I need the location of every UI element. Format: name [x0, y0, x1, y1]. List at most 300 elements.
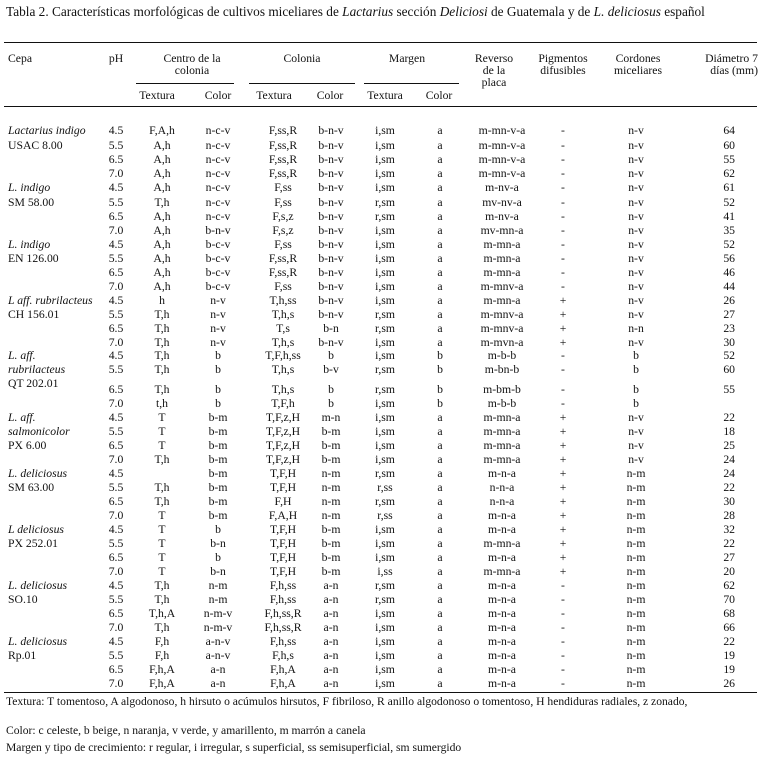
cell-mt: r,sm [375, 322, 395, 335]
cell-pig: + [559, 439, 567, 452]
cell-colt: T,F,z,H [265, 453, 301, 466]
cell-cor: n-v [628, 411, 644, 424]
cell-ph: 7.0 [108, 565, 124, 578]
cell-rev: m-mn-v-a [478, 167, 526, 180]
footnote-margen: Margen y tipo de crecimiento: r regular, i irregular, s superficial, ss semisuperficial, sm sumergido [6, 741, 462, 754]
cell-colc: n-m [321, 481, 341, 494]
cepa-name: L. indigo [8, 238, 51, 251]
cell-colc: b-n-v [318, 266, 344, 279]
cell-ct: T,h [154, 453, 170, 466]
cell-pig: - [561, 677, 565, 690]
cell-colc: a-n [323, 663, 339, 676]
cell-cor: n-m [626, 495, 646, 508]
cell-ph: 6.5 [108, 210, 124, 223]
cell-rev: m-n-a [488, 551, 516, 564]
cell-colc: b-n-v [318, 252, 344, 265]
cell-mt: r,sm [375, 579, 395, 592]
cell-pig: - [561, 635, 565, 648]
cell-dia: 60 [723, 363, 735, 376]
cell-mt: r,sm [375, 363, 395, 376]
cell-mt: i,sm [375, 139, 395, 152]
cell-ct: T,h [154, 593, 170, 606]
cell-colc: n-m [321, 509, 341, 522]
cell-rev: m-mnv-a [480, 308, 524, 321]
cell-cor: n-v [628, 336, 644, 349]
cell-pig: - [561, 266, 565, 279]
cell-dia: 70 [723, 593, 735, 606]
header-colonia: Colonia [283, 52, 321, 65]
cell-mt: i,sm [375, 411, 395, 424]
cell-mc: a [437, 649, 443, 662]
cell-mt: i,sm [375, 439, 395, 452]
cell-mc: b [437, 383, 443, 396]
header-ph: pH [108, 52, 124, 65]
cell-mt: i,sm [375, 523, 395, 536]
cepa-name: SO.10 [8, 593, 38, 606]
cell-rev: m-n-a [488, 593, 516, 606]
cell-cor: n-v [628, 280, 644, 293]
cell-ph: 4.5 [108, 579, 124, 592]
cell-dia: 18 [723, 425, 735, 438]
cell-colc: b-n-v [318, 280, 344, 293]
cell-colc: b-n-v [318, 196, 344, 209]
cell-rev: m-mn-v-a [478, 139, 526, 152]
cell-pig: - [561, 167, 565, 180]
cell-mc: a [437, 139, 443, 152]
cell-colt: F,ss,R [268, 139, 298, 152]
cepa-name: EN 126.00 [8, 252, 59, 265]
cell-rev: m-mnv-a [480, 322, 524, 335]
cell-ph: 4.5 [108, 124, 124, 137]
cell-dia: 64 [723, 124, 735, 137]
cell-ct: A,h [153, 139, 171, 152]
cepa-name: SM 58.00 [8, 196, 55, 209]
cell-ct: T,h [154, 322, 170, 335]
cell-colc: a-n [323, 621, 339, 634]
cell-dia: 26 [723, 294, 735, 307]
caption-species: L. deliciosus [593, 4, 661, 19]
cell-mc: a [437, 495, 443, 508]
cell-dia: 68 [723, 607, 735, 620]
table-caption [6, 4, 756, 19]
cell-dia: 56 [723, 252, 735, 265]
cell-pig: - [561, 397, 565, 410]
cell-mt: i,sm [375, 294, 395, 307]
cell-cc: b [215, 551, 221, 564]
cepa-name: L. indigo [8, 181, 51, 194]
cell-dia: 24 [723, 467, 735, 480]
cell-cc: b-m [208, 453, 228, 466]
cell-dia: 32 [723, 523, 735, 536]
cell-ct: T,h [154, 349, 170, 362]
cell-rev: m-n-a [488, 509, 516, 522]
cell-ct: T,h [154, 196, 170, 209]
cell-ct: A,h [153, 252, 171, 265]
cell-colc: b-v [323, 363, 339, 376]
cell-ct: T [158, 439, 166, 452]
cell-mc: a [437, 439, 443, 452]
cepa-name: L. deliciosus [8, 579, 68, 592]
cell-cc: n-m-v [203, 621, 233, 634]
cell-ct: T,h [154, 336, 170, 349]
cell-colc: b-n [323, 322, 339, 335]
cell-pig: - [561, 139, 565, 152]
cell-cor: n-m [626, 607, 646, 620]
cell-ph: 6.5 [108, 439, 124, 452]
subheader-margen-textura: Textura [367, 89, 403, 102]
cell-cor: n-m [626, 565, 646, 578]
cell-mt: r,sm [375, 383, 395, 396]
cell-dia: 23 [723, 322, 735, 335]
cell-mt: i,sm [375, 425, 395, 438]
cell-colt: F,h,ss,R [264, 621, 302, 634]
cell-cc: b-c-v [205, 238, 231, 251]
cell-mc: a [437, 322, 443, 335]
cell-mc: a [437, 167, 443, 180]
cell-mt: r,sm [375, 467, 395, 480]
caption-genus: Lactarius [342, 4, 394, 19]
subheader-colonia-color: Color [316, 89, 344, 102]
cell-cc: b-c-v [205, 252, 231, 265]
cell-cc: n-c-v [205, 124, 231, 137]
caption-section: Deliciosi [439, 4, 488, 19]
cell-colt: F,ss,R [268, 252, 298, 265]
cell-colc: b-n-v [318, 294, 344, 307]
cell-pig: - [561, 224, 565, 237]
cell-pig: + [559, 523, 567, 536]
cell-cor: n-n [628, 322, 644, 335]
cell-colc: a-n [323, 607, 339, 620]
cell-ct: T,h [154, 383, 170, 396]
cell-rev: m-mn-a [483, 266, 521, 279]
cell-colt: F,ss,R [268, 153, 298, 166]
cell-dia: 41 [723, 210, 735, 223]
cell-cc: b [215, 397, 221, 410]
cell-colt: F,ss,R [268, 167, 298, 180]
cell-mt: i,sm [375, 397, 395, 410]
cell-rev: m-n-a [488, 579, 516, 592]
cell-ph: 6.5 [108, 266, 124, 279]
cell-cc: n-c-v [205, 210, 231, 223]
cell-dia: 52 [723, 238, 735, 251]
cell-colc: b-n-v [318, 124, 344, 137]
cell-ct: T,h [154, 308, 170, 321]
cell-colt: T,F,z,H [265, 425, 301, 438]
cell-pig: + [559, 453, 567, 466]
cell-colc: b [328, 349, 334, 362]
cell-mt: r,sm [375, 593, 395, 606]
cell-cor: n-m [626, 551, 646, 564]
cell-ph: 6.5 [108, 607, 124, 620]
cell-colt: F,ss,R [268, 266, 298, 279]
cell-cor: n-v [628, 167, 644, 180]
cell-colc: b [328, 397, 334, 410]
cepa-name: L aff. rubrilacteus [8, 294, 93, 307]
cell-ct: F,h [154, 649, 170, 662]
cell-colt: F,ss [274, 238, 292, 251]
cell-pig: - [561, 153, 565, 166]
cell-colc: b-n-v [318, 210, 344, 223]
cell-rev: m-mn-a [483, 565, 521, 578]
cell-mc: a [437, 537, 443, 550]
cell-dia: 52 [723, 349, 735, 362]
cell-dia: 46 [723, 266, 735, 279]
cell-colc: b [328, 383, 334, 396]
cell-colc: a-n [323, 593, 339, 606]
rule-colonia [249, 83, 355, 84]
header-reverso: Reverso de la placa [474, 52, 514, 89]
header-bottom-rule [4, 106, 757, 107]
cell-mt: i,sm [375, 663, 395, 676]
cell-ph: 4.5 [108, 411, 124, 424]
cell-pig: + [559, 294, 567, 307]
cell-pig: - [561, 181, 565, 194]
cell-mt: i,sm [375, 181, 395, 194]
cell-ct: F,h [154, 635, 170, 648]
cell-pig: + [559, 565, 567, 578]
cell-pig: - [561, 238, 565, 251]
cell-cc: n-c-v [205, 167, 231, 180]
cell-cor: n-v [628, 453, 644, 466]
cell-mc: b [437, 363, 443, 376]
cell-rev: m-mn-a [483, 453, 521, 466]
cell-dia: 35 [723, 224, 735, 237]
cell-cc: b-m [208, 495, 228, 508]
cell-mc: a [437, 523, 443, 536]
cell-rev: m-n-a [488, 649, 516, 662]
cell-rev: m-mn-a [483, 411, 521, 424]
cell-ph: 4.5 [108, 181, 124, 194]
cepa-name: salmonicolor [8, 425, 70, 438]
cell-cc: n-v [210, 308, 226, 321]
cell-dia: 52 [723, 196, 735, 209]
cell-cor: n-m [626, 621, 646, 634]
cell-rev: m-mnv-a [480, 280, 524, 293]
cell-colt: F,h,A [270, 663, 296, 676]
cell-pig: - [561, 621, 565, 634]
cell-ph: 7.0 [108, 677, 124, 690]
cell-ph: 6.5 [108, 153, 124, 166]
cell-pig: + [559, 322, 567, 335]
cell-cc: b-m [208, 411, 228, 424]
cell-cc: b [215, 363, 221, 376]
rule-margen [364, 83, 459, 84]
cell-mt: i,sm [375, 124, 395, 137]
cepa-name: rubrilacteus [8, 363, 66, 376]
cell-ph: 5.5 [108, 363, 124, 376]
cell-colt: T,F,H [269, 565, 297, 578]
cell-ph: 7.0 [108, 336, 124, 349]
cell-ct: T,h [154, 495, 170, 508]
cell-mc: a [437, 481, 443, 494]
cell-rev: m-bm-b [483, 383, 521, 396]
cell-ph: 6.5 [108, 322, 124, 335]
cell-mc: a [437, 677, 443, 690]
cell-mc: a [437, 196, 443, 209]
cell-mt: i,ss [377, 565, 393, 578]
cell-cor: n-v [628, 196, 644, 209]
cell-mc: a [437, 635, 443, 648]
cell-ct: F,A,h [149, 124, 175, 137]
cell-pig: - [561, 607, 565, 620]
cell-cor: n-v [628, 181, 644, 194]
cell-cor: n-m [626, 593, 646, 606]
cell-rev: m-mvn-a [480, 336, 524, 349]
cell-dia: 30 [723, 495, 735, 508]
subheader-centro-textura: Textura [139, 89, 175, 102]
cell-pig: + [559, 308, 567, 321]
cepa-name: SM 63.00 [8, 481, 55, 494]
cell-pig: + [559, 495, 567, 508]
cell-ct: T,h [154, 481, 170, 494]
cell-pig: - [561, 363, 565, 376]
cell-cc: a-n [210, 677, 226, 690]
cell-rev: m-mn-a [483, 537, 521, 550]
cell-mt: i,sm [375, 453, 395, 466]
cell-rev: m-mn-a [483, 439, 521, 452]
cell-cor: b [633, 363, 639, 376]
cell-cor: n-v [628, 224, 644, 237]
cell-colt: F,h,s [272, 649, 294, 662]
table-bottom-rule [4, 692, 757, 693]
cell-cor: n-v [628, 139, 644, 152]
cell-colt: F,h,ss,R [264, 607, 302, 620]
cell-colc: b-n-v [318, 181, 344, 194]
cell-mc: b [437, 349, 443, 362]
cell-dia: 26 [723, 677, 735, 690]
caption-mid1: sección [393, 4, 440, 19]
cell-cc: b-m [208, 467, 228, 480]
cell-ph: 4.5 [108, 294, 124, 307]
table-top-rule [4, 42, 757, 43]
cell-cor: b [633, 397, 639, 410]
cell-cor: n-m [626, 537, 646, 550]
cell-dia: 66 [723, 621, 735, 634]
cepa-name: L. deliciosus [8, 635, 68, 648]
cell-pig: + [559, 336, 567, 349]
cell-cc: n-m [208, 593, 228, 606]
cell-mc: a [437, 607, 443, 620]
cell-mt: i,sm [375, 153, 395, 166]
cell-colt: F,s,z [272, 210, 294, 223]
cell-ct: A,h [153, 167, 171, 180]
subheader-colonia-textura: Textura [256, 89, 292, 102]
cell-ct: A,h [153, 280, 171, 293]
cell-mc: a [437, 280, 443, 293]
cell-colt: T,h,s [271, 383, 295, 396]
cell-dia: 62 [723, 167, 735, 180]
subheader-margen-color: Color [425, 89, 453, 102]
cell-colt: F,ss [274, 181, 292, 194]
cell-ct: T [158, 509, 166, 522]
cell-colc: b-n-v [318, 308, 344, 321]
cell-colt: T,F,z,H [265, 439, 301, 452]
cell-ct: h [159, 294, 165, 307]
cell-colc: b-n-v [318, 153, 344, 166]
cell-ct: t,h [155, 397, 168, 410]
cell-mc: a [437, 238, 443, 251]
cell-cor: n-m [626, 635, 646, 648]
header-margen: Margen [388, 52, 426, 65]
cell-cc: n-c-v [205, 153, 231, 166]
cell-colt: T,F,H [269, 537, 297, 550]
cell-colt: T,h,ss [269, 294, 297, 307]
cell-mc: a [437, 294, 443, 307]
cell-dia: 60 [723, 139, 735, 152]
cell-rev: m-n-a [488, 621, 516, 634]
cell-dia: 19 [723, 649, 735, 662]
cell-ph: 5.5 [108, 139, 124, 152]
cell-cc: b-m [208, 481, 228, 494]
cell-cc: a-n-v [205, 635, 231, 648]
cell-colt: F,ss,R [268, 124, 298, 137]
cell-cc: n-c-v [205, 196, 231, 209]
cell-cc: b-n [210, 537, 226, 550]
cell-rev: m-n-a [488, 663, 516, 676]
cell-dia: 20 [723, 565, 735, 578]
cell-cor: n-v [628, 124, 644, 137]
cell-dia: 30 [723, 336, 735, 349]
cell-colt: F,h,ss [269, 635, 297, 648]
cell-pig: - [561, 252, 565, 265]
header-diametro: Diámetro 7 días (mm) [705, 52, 758, 77]
cell-cor: n-v [628, 266, 644, 279]
caption-mid2: de Guatemala y de [487, 4, 594, 19]
cell-mc: a [437, 181, 443, 194]
cell-cor: n-m [626, 509, 646, 522]
cell-ph: 5.5 [108, 649, 124, 662]
cell-dia: 25 [723, 439, 735, 452]
cell-colt: T,F,H [269, 523, 297, 536]
cepa-name: CH 156.01 [8, 308, 60, 321]
cell-ph: 4.5 [108, 635, 124, 648]
cell-cor: n-m [626, 663, 646, 676]
cell-mc: a [437, 308, 443, 321]
cell-rev: m-mn-a [483, 425, 521, 438]
cell-cor: n-v [628, 238, 644, 251]
cell-colt: F,ss [274, 196, 292, 209]
cell-mt: r,ss [377, 481, 393, 494]
caption-lead: Tabla 2. Características morfológicas de cultivos miceliares de [6, 4, 343, 19]
cell-colc: b-m [321, 551, 341, 564]
cell-ct: A,h [153, 266, 171, 279]
cell-rev: m-n-a [488, 677, 516, 690]
cell-mc: a [437, 467, 443, 480]
cell-cor: n-m [626, 677, 646, 690]
cell-dia: 22 [723, 537, 735, 550]
cell-rev: m-mn-a [483, 294, 521, 307]
cell-mt: r,ss [377, 509, 393, 522]
cell-mt: i,sm [375, 266, 395, 279]
cell-mc: a [437, 579, 443, 592]
cell-dia: 61 [723, 181, 735, 194]
cell-mt: r,sm [375, 196, 395, 209]
cell-dia: 27 [723, 551, 735, 564]
cell-cc: n-m-v [203, 607, 233, 620]
cell-pig: + [559, 509, 567, 522]
cell-ct: T [158, 523, 166, 536]
cell-mc: a [437, 663, 443, 676]
cell-ct: T [158, 565, 166, 578]
cell-cc: n-c-v [205, 139, 231, 152]
cell-colc: a-n [323, 677, 339, 690]
cell-mt: r,sm [375, 210, 395, 223]
cell-rev: m-mn-v-a [478, 124, 526, 137]
subheader-centro-color: Color [204, 89, 232, 102]
cell-cc: b-n [210, 565, 226, 578]
cell-cc: b-c-v [205, 280, 231, 293]
cell-mc: a [437, 210, 443, 223]
